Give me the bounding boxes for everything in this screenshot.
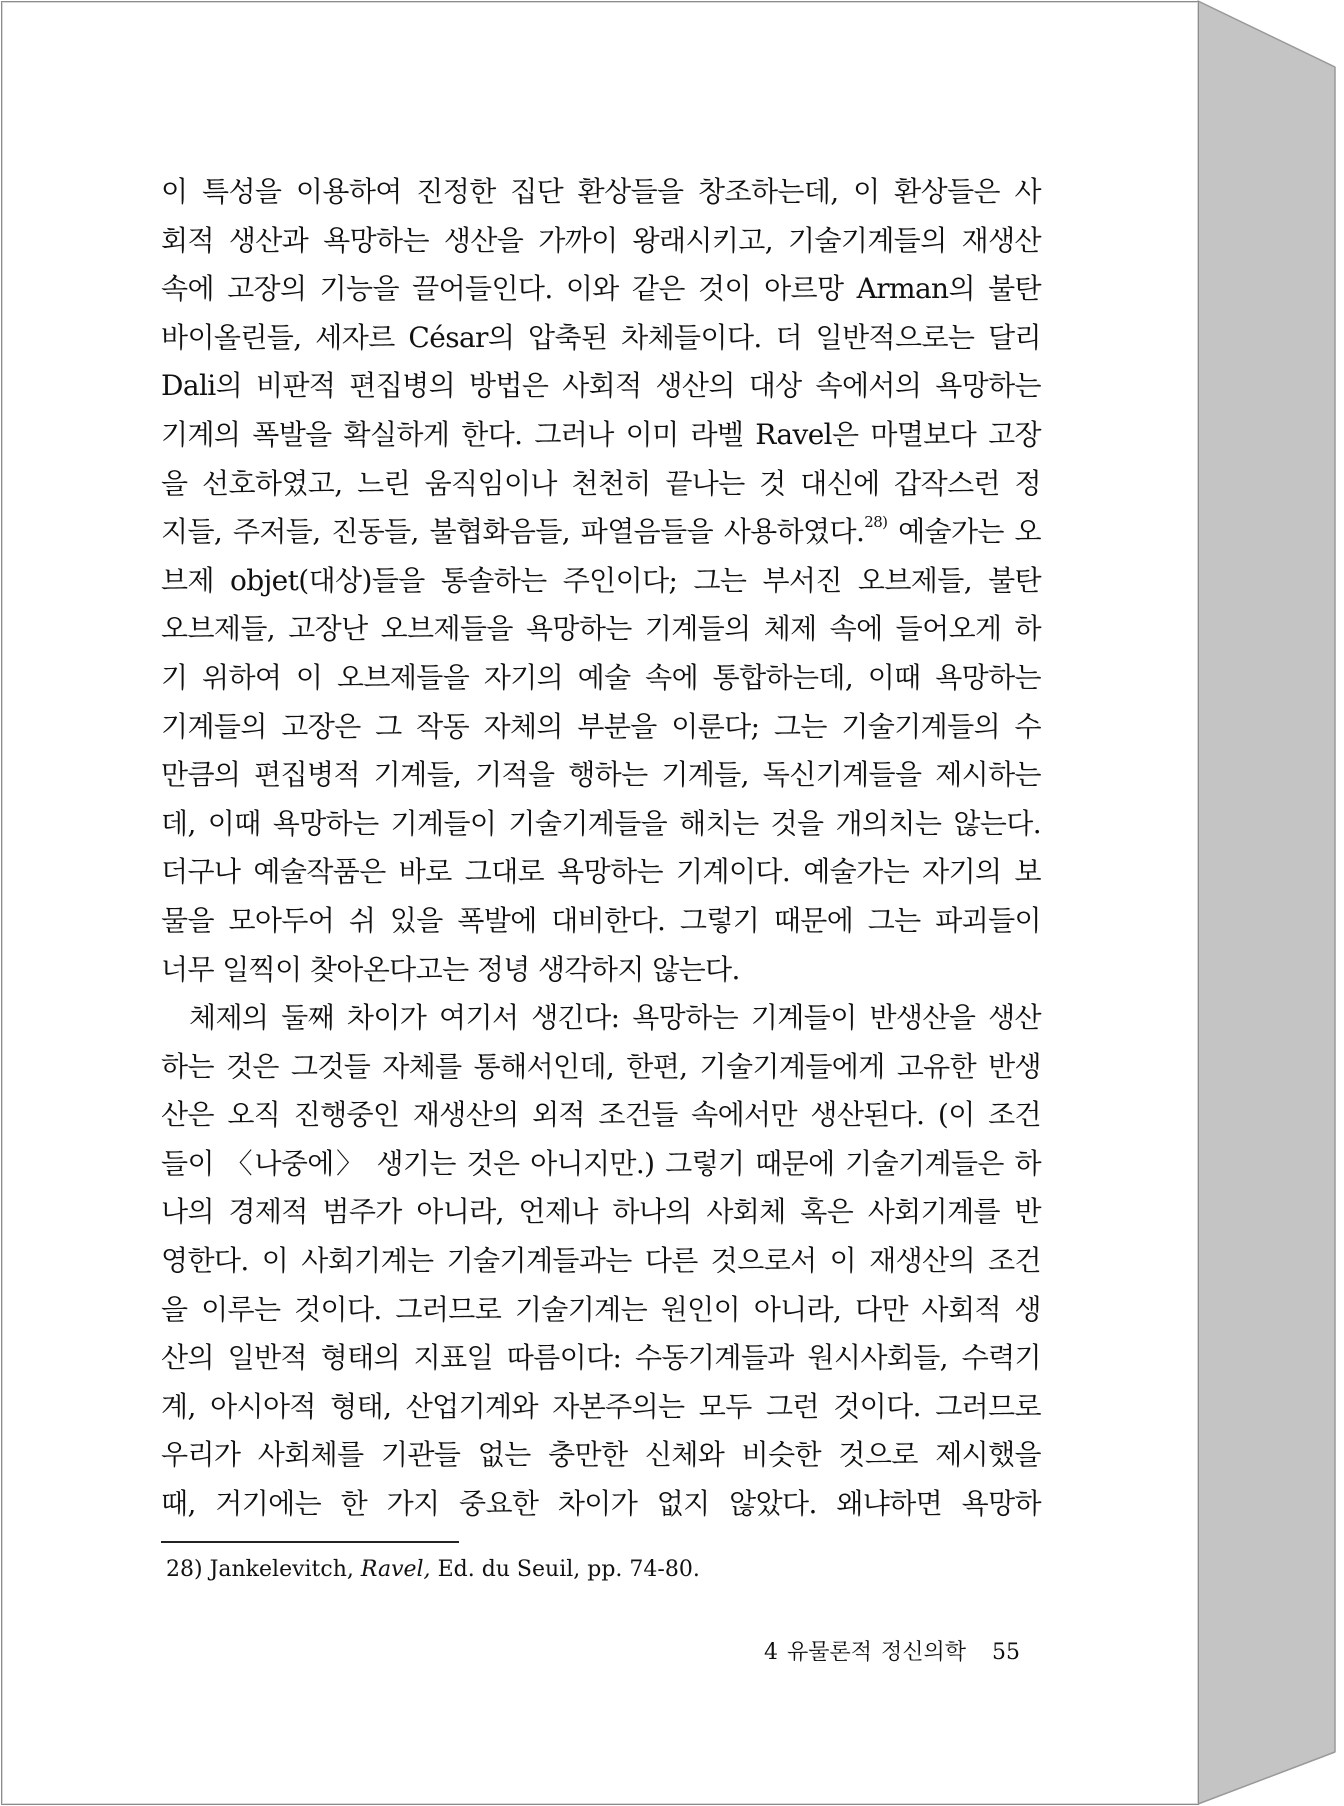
text-line: Dali의 비판적 편집병의 방법은 사회적 생산의 대상 속에서의 욕망하는 [161,369,1041,403]
text-line: 오브제들, 고장난 오브제들을 욕망하는 기계들의 체제 속에 들어오게 하 [161,612,1041,646]
text-line: 산의 일반적 형태의 지표일 따름이다: 수동기계들과 원시사회들, 수력기 [161,1341,1041,1375]
text-line: 하는 것은 그것들 자체를 통해서인데, 한편, 기술기계들에게 고유한 반생 [161,1049,1041,1083]
running-footer [740,1635,1020,1666]
text-line-tail: 예술가는 오 [887,515,1042,549]
text-line: 때, 거기에는 한 가지 중요한 차이가 없지 않았다. 왜냐하면 욕망하 [161,1487,1041,1521]
text-line: 물을 모아두어 쉬 있을 폭발에 대비한다. 그렇기 때문에 그는 파괴들이 [161,903,1041,937]
text-line: 만큼의 편집병적 기계들, 기적을 행하는 기계들, 독신기계들을 제시하는 [161,758,1041,792]
text-line: 을 선호하였고, 느린 움직임이나 천천히 끝나는 것 대신에 갑작스런 정 [161,466,1041,500]
footnote-citation: Ed. du Seuil, pp. 74-80. [437,1557,700,1582]
text-line: 기계의 폭발을 확실하게 한다. 그러나 이미 라벨 Ravel은 마멸보다 고장 [161,417,1041,451]
footnote [166,1557,700,1582]
text-line: 우리가 사회체를 기관들 없는 충만한 신체와 비슷한 것으로 제시했을 [161,1438,1041,1472]
page-body-text [161,168,1041,1529]
text-line: 데, 이때 욕망하는 기계들이 기술기계들을 해치는 것을 개의치는 않는다. [161,806,1041,840]
book-page [1,1,1199,1805]
text-line-with-footnote-ref [161,508,1041,557]
footnote-separator [161,1541,459,1543]
text-line: 기 위하여 이 오브제들을 자기의 예술 속에 통합하는데, 이때 욕망하는 [161,660,1041,694]
text-line: 브제 objet(대상)들을 통솔하는 주인이다; 그는 부서진 오브제들, 불탄 [161,563,1041,597]
footnote-title: Ravel, [360,1557,431,1582]
text-line: 나의 경제적 범주가 아니라, 언제나 하나의 사회체 혹은 사회기계를 반 [161,1195,1041,1229]
text-line: 회적 생산과 욕망하는 생산을 가까이 왕래시키고, 기술기계들의 재생산 [161,223,1041,257]
text-line: 을 이루는 것이다. 그러므로 기술기계는 원인이 아니라, 다만 사회적 생 [161,1292,1041,1326]
chapter-title: 4 유물론적 정신의학 [764,1640,966,1665]
text-line: 더구나 예술작품은 바로 그대로 욕망하는 기계이다. 예술가는 자기의 보 [161,855,1041,889]
footnote-author: Jankelevitch, [209,1557,354,1582]
text-line-head: 지들, 주저들, 진동들, 불협화음들, 파열음들을 사용하였다. [161,515,865,549]
text-line: 들이 〈나중에〉 생기는 것은 아니지만.) 그렇기 때문에 기술기계들은 하 [161,1146,1041,1180]
text-line: 영한다. 이 사회기계는 기술기계들과는 다른 것으로서 이 재생산의 조건 [161,1244,1041,1278]
text-line-paragraph-end: 너무 일찍이 찾아온다고는 정녕 생각하지 않는다. [161,952,740,986]
text-line: 산은 오직 진행중인 재생산의 외적 조건들 속에서만 생산된다. (이 조건 [161,1098,1041,1132]
text-line: 이 특성을 이용하여 진정한 집단 환상들을 창조하는데, 이 환상들은 사 [161,175,1041,208]
text-line: 기계들의 고장은 그 작동 자체의 부분을 이룬다; 그는 기술기계들의 수 [161,709,1041,743]
text-line-paragraph-start: 체제의 둘째 차이가 여기서 생긴다: 욕망하는 기계들이 반생산을 생산 [189,1001,1041,1035]
text-line: 속에 고장의 기능을 끌어들인다. 이와 같은 것이 아르망 Arman의 불탄 [161,272,1041,306]
footnote-reference[interactable]: 28) [864,513,888,532]
text-line: 계, 아시아적 형태, 산업기계와 자본주의는 모두 그런 것이다. 그러므로 [161,1389,1041,1423]
page-number: 55 [992,1640,1020,1665]
footnote-number: 28) [166,1557,203,1582]
text-line: 바이올린들, 세자르 César의 압축된 차체들이다. 더 일반적으로는 달리 [161,320,1041,354]
